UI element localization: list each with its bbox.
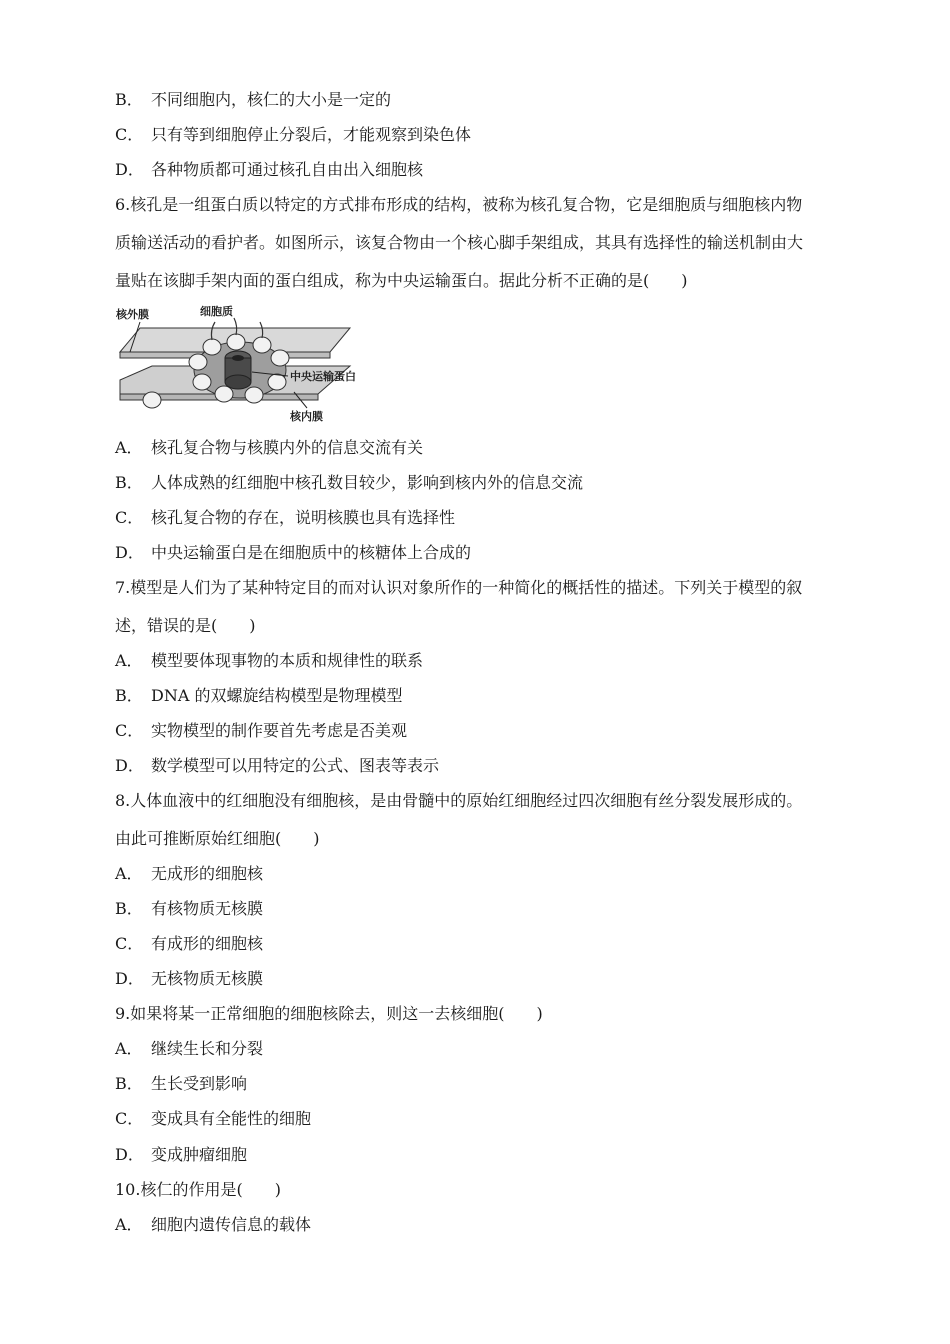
q8-stem-line-2: 由此可推断原始红细胞( ) xyxy=(115,829,320,848)
ring-subunit xyxy=(245,387,263,403)
label-central-transport-protein: 中央运输蛋白 xyxy=(290,370,356,383)
q8-option-c: C． 有成形的细胞核 xyxy=(115,934,264,953)
ring-subunit xyxy=(193,374,211,390)
q10-stem-line-1: 10.核仁的作用是( ) xyxy=(115,1180,281,1199)
q6-option-d: D． 中央运输蛋白是在细胞质中的核糖体上合成的 xyxy=(115,543,472,562)
ring-subunit xyxy=(271,350,289,366)
q9-stem-line-1: 9.如果将某一正常细胞的细胞核除去，则这一去核细胞( ) xyxy=(115,1004,543,1023)
label-cytoplasm: 细胞质 xyxy=(200,305,233,318)
q5-option-b: B． 不同细胞内，核仁的大小是一定的 xyxy=(115,90,392,109)
nuclear-pore-complex-figure xyxy=(112,300,382,425)
q9-option-a: A． 继续生长和分裂 xyxy=(115,1039,264,1058)
q6-stem-line-3: 量贴在该脚手架内面的蛋白组成，称为中央运输蛋白。据此分析不正确的是( ) xyxy=(115,271,688,290)
ring-subunit xyxy=(215,386,233,402)
q5-option-c: C． 只有等到细胞停止分裂后，才能观察到染色体 xyxy=(115,125,472,144)
q9-option-c: C． 变成具有全能性的细胞 xyxy=(115,1109,312,1128)
ring-subunit xyxy=(227,334,245,350)
q7-stem-line-2: 述，错误的是( ) xyxy=(115,616,256,635)
q8-option-b: B． 有核物质无核膜 xyxy=(115,899,264,918)
q10-option-a: A． 细胞内遗传信息的载体 xyxy=(115,1215,312,1234)
q8-option-d: D． 无核物质无核膜 xyxy=(115,969,264,988)
q7-option-b: B． DNA 的双螺旋结构模型是物理模型 xyxy=(115,686,403,705)
ring-subunit xyxy=(253,337,271,353)
central-channel xyxy=(232,355,244,361)
ring-subunit xyxy=(268,374,286,390)
q6-stem-line-1: 6.核孔是一组蛋白质以特定的方式排布形成的结构，被称为核孔复合物，它是细胞质与细胞核内物 xyxy=(115,195,803,214)
q6-option-c: C． 核孔复合物的存在，说明核膜也具有选择性 xyxy=(115,508,456,527)
q6-option-b: B． 人体成熟的红细胞中核孔数目较少，影响到核内外的信息交流 xyxy=(115,473,584,492)
label-outer-membrane: 核外膜 xyxy=(116,308,149,321)
ring-subunit xyxy=(143,392,161,408)
q6-option-a: A． 核孔复合物与核膜内外的信息交流有关 xyxy=(115,438,424,457)
label-inner-membrane: 核内膜 xyxy=(290,410,323,423)
ring-subunit xyxy=(189,354,207,370)
q7-option-a: A． 模型要体现事物的本质和规律性的联系 xyxy=(115,651,424,670)
q8-stem-line-1: 8.人体血液中的红细胞没有细胞核，是由骨髓中的原始红细胞经过四次细胞有丝分裂发展形成的。 xyxy=(115,791,803,810)
q8-option-a: A． 无成形的细胞核 xyxy=(115,864,264,883)
q6-stem-line-2: 质输送活动的看护者。如图所示，该复合物由一个核心脚手架组成，其具有选择性的输送机制由大 xyxy=(115,233,804,252)
q5-option-d: D． 各种物质都可通过核孔自由出入细胞核 xyxy=(115,160,424,179)
q7-option-c: C． 实物模型的制作要首先考虑是否美观 xyxy=(115,721,408,740)
central-transport-protein-bottom xyxy=(225,375,251,389)
nuclear-pore-diagram xyxy=(112,300,382,425)
q9-option-b: B． 生长受到影响 xyxy=(115,1074,248,1093)
ring-subunit xyxy=(203,339,221,355)
q9-option-d: D． 变成肿瘤细胞 xyxy=(115,1145,248,1164)
q7-stem-line-1: 7.模型是人们为了某种特定目的而对认识对象所作的一种简化的概括性的描述。下列关于模型的叙 xyxy=(115,578,803,597)
q7-option-d: D． 数学模型可以用特定的公式、图表等表示 xyxy=(115,756,440,775)
